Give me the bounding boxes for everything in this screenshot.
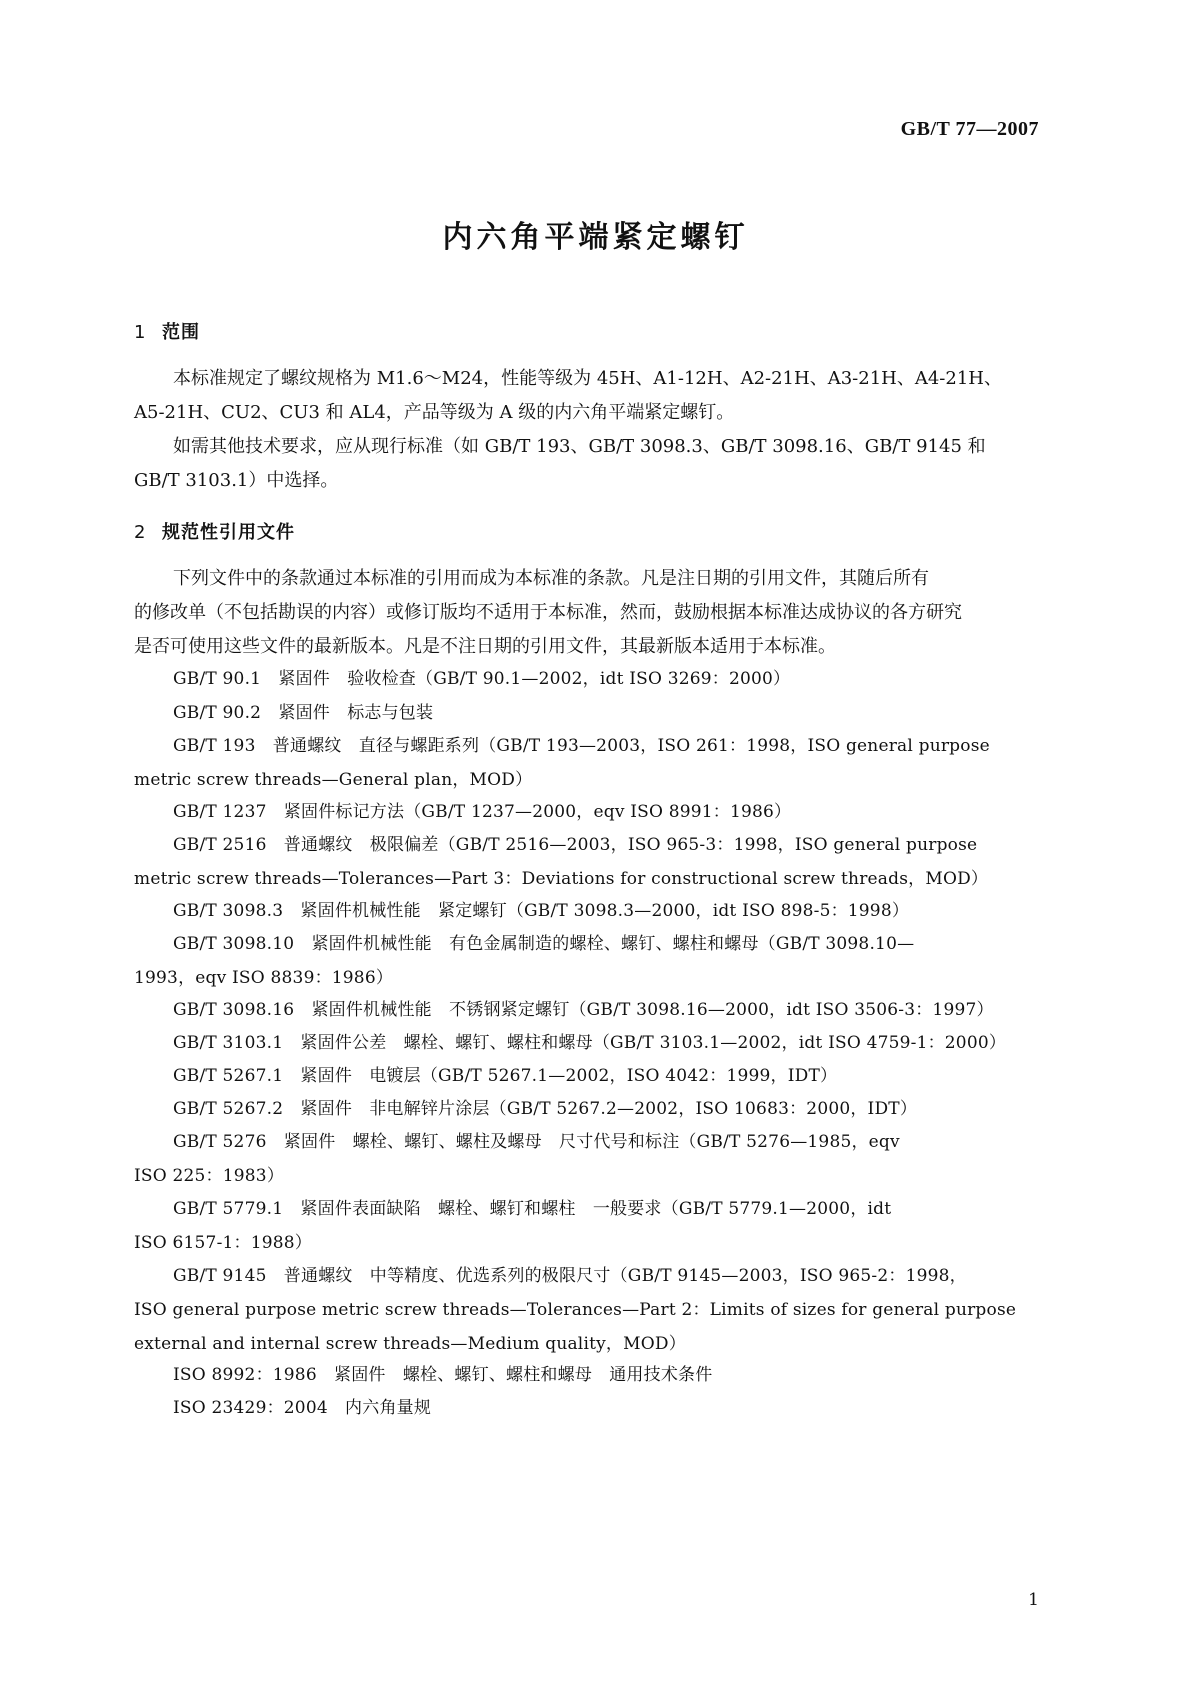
paragraph-line: 下列文件中的条款通过本标准的引用而成为本标准的条款。凡是注日期的引用文件，其随后所有 — [173, 568, 929, 589]
section-2-title: 规范性引用文件 — [162, 522, 295, 543]
reference-line: GB/T 90.2 紧固件 标志与包装 — [173, 703, 434, 723]
standard-code: GB/T 77—2007 — [900, 118, 1039, 140]
section-1-heading — [134, 318, 200, 344]
section-1-title: 范围 — [162, 322, 200, 343]
reference-item — [134, 1358, 1054, 1392]
section-1-paragraph-2 — [134, 430, 1054, 498]
reference-line: GB/T 5267.1 紧固件 电镀层（GB/T 5267.1—2002，ISO 4042：1999，IDT） — [173, 1066, 838, 1086]
reference-item — [134, 993, 1054, 1027]
reference-line: GB/T 193 普通螺纹 直径与螺距系列（GB/T 193—2003，ISO 261：1998，ISO general purpose — [173, 736, 990, 756]
page-number: 1 — [1028, 1590, 1039, 1610]
reference-item — [134, 828, 1054, 896]
reference-line: GB/T 90.1 紧固件 验收检查（GB/T 90.1—2002，idt ISO 3269：2000） — [173, 669, 791, 689]
reference-line: GB/T 9145 普通螺纹 中等精度、优选系列的极限尺寸（GB/T 9145—2003，ISO 965-2：1998， — [173, 1266, 967, 1286]
document-title: 内六角平端紧定螺钉 — [442, 220, 749, 255]
reference-line: 1993，eqv ISO 8839：1986） — [134, 968, 394, 988]
section-2-number: 2 — [134, 522, 147, 543]
reference-line: ISO general purpose metric screw threads—Tolerances—Part 2：Limits of sizes for general purpose — [134, 1300, 1017, 1320]
reference-item — [134, 1092, 1054, 1126]
paragraph-line: 如需其他技术要求，应从现行标准（如 GB/T 193、GB/T 3098.3、GB/T 3098.16、GB/T 9145 和 — [173, 436, 986, 457]
section-1-number: 1 — [134, 322, 147, 343]
reference-item — [134, 1125, 1054, 1193]
reference-item — [134, 1259, 1054, 1361]
reference-line: GB/T 3103.1 紧固件公差 螺栓、螺钉、螺柱和螺母（GB/T 3103.1—2002，idt ISO 4759-1：2000） — [173, 1033, 1007, 1053]
paragraph-line: A5-21H、CU2、CU3 和 AL4，产品等级为 A 级的内六角平端紧定螺钉。 — [134, 402, 735, 423]
reference-line: GB/T 3098.3 紧固件机械性能 紧定螺钉（GB/T 3098.3—2000，idt ISO 898-5：1998） — [173, 901, 910, 921]
reference-line: GB/T 2516 普通螺纹 极限偏差（GB/T 2516—2003，ISO 965-3：1998，ISO general purpose — [173, 835, 978, 855]
reference-line: ISO 23429：2004 内六角量规 — [173, 1398, 432, 1418]
reference-line: GB/T 5276 紧固件 螺栓、螺钉、螺柱及螺母 尺寸代号和标注（GB/T 5276—1985，eqv — [173, 1132, 900, 1152]
reference-line: GB/T 3098.16 紧固件机械性能 不锈钢紧定螺钉（GB/T 3098.16—2000，idt ISO 3506-3：1997） — [173, 1000, 994, 1020]
section-2-heading — [134, 518, 295, 544]
section-2-intro — [134, 562, 1054, 664]
reference-item — [134, 1192, 1054, 1260]
reference-item — [134, 1059, 1054, 1093]
reference-item — [134, 662, 1054, 696]
paragraph-line: 本标准规定了螺纹规格为 M1.6～M24，性能等级为 45H、A1-12H、A2-21H、A3-21H、A4-21H、 — [173, 368, 1002, 389]
reference-line: GB/T 5779.1 紧固件表面缺陷 螺栓、螺钉和螺柱 一般要求（GB/T 5779.1—2000，idt — [173, 1199, 892, 1219]
reference-line: metric screw threads—Tolerances—Part 3：Deviations for constructional screw threads，MOD） — [134, 869, 989, 889]
reference-item — [134, 927, 1054, 995]
section-1-paragraph-1 — [134, 362, 1054, 430]
reference-line: GB/T 3098.10 紧固件机械性能 有色金属制造的螺栓、螺钉、螺柱和螺母（GB/T 3098.10— — [173, 934, 915, 954]
reference-item — [134, 696, 1054, 730]
reference-item — [134, 1026, 1054, 1060]
reference-item — [134, 1391, 1054, 1425]
reference-line: ISO 225：1983） — [134, 1166, 285, 1186]
reference-line: metric screw threads—General plan，MOD） — [134, 770, 533, 790]
reference-line: GB/T 1237 紧固件标记方法（GB/T 1237—2000，eqv ISO 8991：1986） — [173, 802, 792, 822]
reference-item — [134, 894, 1054, 928]
paragraph-line: GB/T 3103.1）中选择。 — [134, 470, 339, 491]
reference-item — [134, 795, 1054, 829]
reference-line: ISO 6157-1：1988） — [134, 1233, 312, 1253]
reference-line: GB/T 5267.2 紧固件 非电解锌片涂层（GB/T 5267.2—2002，ISO 10683：2000，IDT） — [173, 1099, 918, 1119]
reference-line: external and internal screw threads—Medium quality，MOD） — [134, 1334, 686, 1354]
reference-line: ISO 8992：1986 紧固件 螺栓、螺钉、螺柱和螺母 通用技术条件 — [173, 1365, 713, 1385]
paragraph-line: 是否可使用这些文件的最新版本。凡是不注日期的引用文件，其最新版本适用于本标准。 — [134, 636, 836, 657]
paragraph-line: 的修改单（不包括勘误的内容）或修订版均不适用于本标准，然而，鼓励根据本标准达成协议的各方研究 — [134, 602, 962, 623]
reference-item — [134, 729, 1054, 797]
